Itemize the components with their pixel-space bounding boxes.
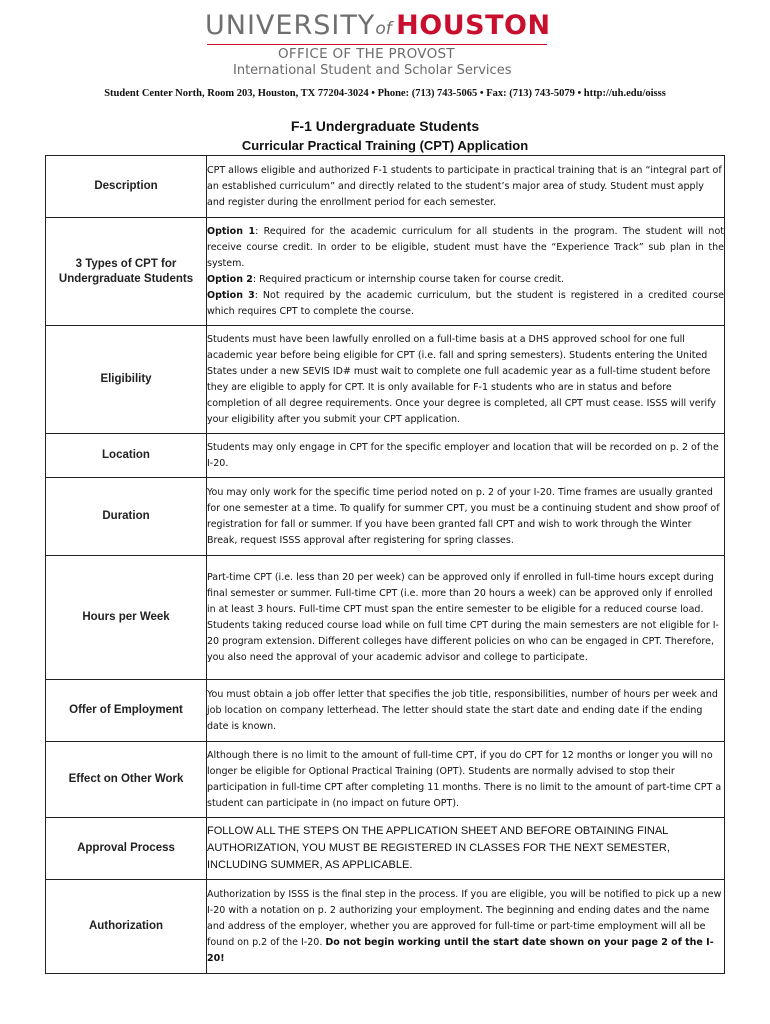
table-row-description [46, 156, 725, 218]
row-label: Duration [46, 478, 207, 556]
option-3 [207, 288, 724, 320]
row-content [207, 818, 725, 880]
offer-text: You must obtain a job offer letter that specifies the job title, responsibilities, number of hours per week and job location on company letterhead. The letter should state the start date and ending date if the ending date is known. [207, 688, 718, 732]
table-row-effect [46, 742, 725, 818]
table-row-offer [46, 680, 725, 742]
cpt-info-table [45, 155, 725, 974]
table-row-duration [46, 478, 725, 556]
table-row-approval [46, 818, 725, 880]
row-label: Eligibility [46, 326, 207, 434]
location-text: Students may only engage in CPT for the specific employer and location that will be recorded on p. 2 of the I-20. [207, 441, 719, 469]
row-label: Effect on Other Work [46, 742, 207, 818]
logo-of-text: of [375, 19, 392, 39]
option-1 [207, 224, 724, 272]
hours-text: Part-time CPT (i.e. less than 20 per week) can be approved only if enrolled in full-time hours except during final semester or summer. Full-time CPT (i.e. more than 20 hours a week) can be approved only if enrolled in at least 3 hours. Full-time CPT must span the entire semester to be eligible for a reduced course load. Students taking reduced course load while on full time CPT during the main semesters are not eligible for I-20 program extension. Different colleges have different policies on who can be engaged in CPT. Therefore, you also need the approval of your academic advisor and college to participate. [207, 571, 719, 663]
row-label: 3 Types of CPT for Undergraduate Students [46, 218, 207, 326]
description-text: CPT allows eligible and authorized F-1 students to participate in practical training that is an “integral part of an established curriculum” and directly related to the student’s major area of study. Student must apply and register during the enrollment period for each semester. [207, 164, 722, 208]
row-label: Offer of Employment [46, 680, 207, 742]
row-content [207, 478, 725, 556]
option-2-label: Option 2 [207, 273, 253, 285]
logo-houston-text: HOUSTON [396, 10, 551, 41]
row-label: Location [46, 434, 207, 478]
approval-text: FOLLOW ALL THE STEPS ON THE APPLICATION SHEET AND BEFORE OBTAINING FINAL AUTHORIZATION, YOU MUST BE REGISTERED IN CLASSES FOR THE NEXT SEMESTER, INCLUDING SUMMER, AS APPLICABLE. [207, 825, 670, 871]
row-content [207, 556, 725, 680]
page-subtitle: Curricular Practical Training (CPT) Application [241, 138, 529, 153]
option-1-text: : Required for the academic curriculum for all students in the program. The student will not receive course credit. In order to be eligible, student must have the “Experience Track” sub plan in the system. [207, 225, 724, 269]
row-content [207, 326, 725, 434]
option-1-label: Option 1 [207, 225, 256, 237]
row-label: Authorization [46, 880, 207, 974]
logo-divider [207, 44, 547, 45]
table-row-authorization [46, 880, 725, 974]
table-row-eligibility [46, 326, 725, 434]
logo-university-text: UNIVERSITY [205, 10, 376, 41]
letterhead [0, 0, 770, 110]
row-content [207, 434, 725, 478]
eligibility-text: Students must have been lawfully enrolled on a full-time basis at a DHS approved school for one full academic year before being eligible for CPT (i.e. fall and spring semesters). Students entering the United States under a new SEVIS ID# must wait to complete one full academic year as a full-time student before they are eligible to apply for CPT. It is only available for F-1 students who are in status and before completion of all degree requirements. Once your degree is completed, all CPT must cease. ISSS will verify your eligibility after you submit your CPT application. [207, 333, 716, 425]
university-logo [205, 12, 551, 39]
office-name: OFFICE OF THE PROVOST [278, 46, 455, 62]
row-content [207, 218, 725, 326]
duration-text: You may only work for the specific time period noted on p. 2 of your I-20. Time frames are usually granted for one semester at a time. To qualify for summer CPT, you must be a continuing student and show proof of registration for fall or summer. If you have been granted fall CPT and wish to work through the Winter Break, request ISSS approval after registering for spring classes. [207, 486, 720, 546]
row-content [207, 742, 725, 818]
effect-text: Although there is no limit to the amount of full-time CPT, if you do CPT for 12 months or longer you will no longer be eligible for Optional Practical Training (OPT). Students are normally advised to stop their participation in full-time CPT after completing 11 months. There is no limit to the amount of part-time CPT a student can participate in (no impact on future OPT). [207, 749, 722, 809]
table-row-hours [46, 556, 725, 680]
row-content [207, 880, 725, 974]
table-row-types [46, 218, 725, 326]
option-2-text: : Required practicum or internship course taken for course credit. [252, 273, 565, 285]
row-label: Description [46, 156, 207, 218]
authorization-warning: Do not begin working until the start date shown on your page 2 of the I-20! [207, 936, 714, 964]
row-content [207, 680, 725, 742]
option-2 [207, 272, 724, 288]
row-content [207, 156, 725, 218]
table-row-location [46, 434, 725, 478]
option-3-text: : Not required by the academic curriculum, but the student is registered in a credited course which requires CPT to complete the course. [207, 289, 724, 317]
page-title: F-1 Undergraduate Students [290, 118, 480, 134]
department-name: International Student and Scholar Services [233, 63, 512, 78]
row-label: Hours per Week [46, 556, 207, 680]
option-3-label: Option 3 [207, 289, 255, 301]
row-label: Approval Process [46, 818, 207, 880]
authorization-body: Authorization by ISSS is the final step in the process. If you are eligible, you will be notified to pick up a new I-20 with a notation on p. 2 authorizing your employment. The beginning and ending dates and the name and address of the employer, whether you are approved for full-time or part-time employment will all be found on p.2 of the I-20. [207, 888, 722, 948]
authorization-text [207, 887, 724, 967]
contact-address: Student Center North, Room 203, Houston, TX 77204-3024 • Phone: (713) 743-5065 • Fax: (713) 743-5079 • http://uh.edu/oisss [104, 88, 666, 99]
